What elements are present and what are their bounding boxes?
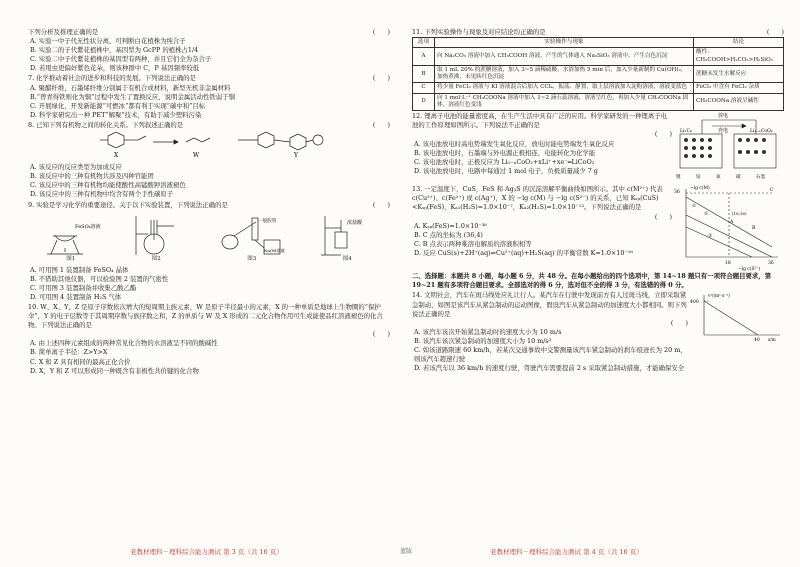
- question-10: [28, 303, 390, 376]
- q14-stem: 14. 文明社会，汽车在斑马线处应礼让行人。某汽车在行驶中发现前方有人过斑马线，立即采取紧急制动，如图是该汽车从紧急制动的运动图像，假设汽车从紧急制动的加速度大小都相同。则下列说法正确的是: [412, 291, 687, 318]
- q13-tick-36: 36: [768, 261, 774, 267]
- q13-xlabel: −lg c(S²⁻): [738, 267, 761, 272]
- q9-fig3-label-a: 一般胶管: [257, 218, 277, 224]
- q12-label-left-mat: LiₓC₆: [680, 129, 692, 135]
- q9-figure-3: [212, 214, 292, 264]
- q9-fig3-label-b: NaOH溶液: [263, 247, 285, 253]
- q14-ylabel: v²/(m²·s⁻²): [708, 293, 730, 299]
- table-header-row: [413, 38, 784, 48]
- q14-option-d: D. 若该汽车以 36 km/h 的速度行驶，驾驶汽车需要提前 2 s 采取紧急制动措施，才能确保安全: [414, 364, 685, 373]
- q11-stem: 11. 下列实验操作与现象及对应结论均正确的是: [412, 28, 546, 36]
- q8-option-b: B. 该反应中的三种有机物共涉及四种官能团: [30, 172, 154, 181]
- q9-fig4-caption: 图4: [342, 255, 352, 262]
- q13-point-c: C: [770, 188, 774, 194]
- question-14: [412, 291, 784, 373]
- q14-xlabel: x/m: [768, 337, 776, 343]
- q13-option-d: D. 反应 CuS(s)+2H⁺(aq)⇌Cu²⁺(aq)+H₂S(aq) 的平衡常数 K=1.0×10⁻¹⁶: [414, 248, 633, 257]
- q14-velocity-chart: [688, 291, 784, 343]
- q10-stem: 10. W、X、Y、Z 是原子序数依次增大的短周期主族元素，W 是原子半径最小的元素，X 的一种单质是地球上生物圈的“保护伞”，Y 的电子层数等于其周期序数与族序数之和，Z 的单质与 W 及 X 形成的二元化合物作用可生成能使品红溶液褪色的化合物。下列说法正确的是: [28, 302, 383, 330]
- question-7: [28, 74, 390, 119]
- q12-legend-cobalt: 钴: [696, 175, 701, 181]
- question-13: [412, 185, 784, 271]
- q11-row-d-operation: 向 1 mol·L⁻¹ CH₃COONa 溶液中加入 1~2 滴石蕊溶液，溶液呈红色，再加入少量 CH₃COONa 固体，溶液红色变浅: [435, 93, 694, 111]
- q8-option-a: A. 该反应的反应类型为加成反应: [30, 163, 122, 172]
- q11-row-d-option: D: [413, 93, 435, 111]
- q9-figures: [28, 212, 390, 264]
- evaporating-dish-icon: [41, 214, 101, 256]
- left-page-footer: 老教材理科－理科综合能力测试 第 3 页（共 16 页）: [130, 547, 283, 556]
- q12-legend-carbon: 碳: [736, 175, 741, 181]
- q10-option-a: A. 由上述四种元素组成的两种常见化合物的水溶液呈不同的酸碱性: [30, 339, 218, 348]
- q13-tick-18: 18: [725, 261, 731, 267]
- q11-answer-paren: ( ): [766, 28, 784, 36]
- q13-curve-1: ①: [692, 204, 697, 210]
- table-row: [413, 48, 784, 66]
- question-11: [412, 28, 784, 111]
- q8-stem: 8. 已知下列有机物之间的转化关系。下列叙述正确的是: [28, 120, 184, 129]
- q13-option-c: C. B 点表示两种难溶电解质的溶液积相等: [414, 239, 532, 248]
- q9-stem: 9. 实验是学习化学的重要途径。关于以下实验装置，下列说法正确的是: [28, 200, 228, 209]
- q9-figure-2: [126, 214, 186, 264]
- q11-row-b-option: B: [413, 65, 435, 83]
- q12-legend-graphite: 石墨: [756, 175, 766, 181]
- q6-option-c: C. 实验二中子代紫花植株的基因型有两种，并且它们全为杂合子: [30, 55, 212, 64]
- q8-answer-paren: ( ): [372, 120, 390, 129]
- table-row: [413, 93, 784, 111]
- q9-fig4-label: 浓盐酸: [347, 219, 363, 226]
- q13-answer-paren: ( ): [654, 212, 672, 221]
- q11-row-b-conclusion: 蔗糖未发生水解反应: [694, 65, 784, 83]
- q6-option-a: A. 实验一中子代无性状分离，可判断白花植株为纯合子: [30, 37, 186, 46]
- q12-battery-diagram: [672, 112, 784, 184]
- q10-option-d: D. X，Y 和 Z 可以形成同一种既含有非极性共价键的化合物: [30, 366, 199, 375]
- question-8: [28, 121, 390, 200]
- q10-answer-paren: ( ): [372, 330, 390, 339]
- q8-label-w: W: [193, 152, 200, 160]
- flask-apparatus-icon: [126, 214, 186, 256]
- q9-figure-1: [41, 214, 101, 264]
- q9-fig3-caption: 图3: [247, 255, 257, 262]
- distillation-apparatus-icon: [212, 214, 292, 256]
- right-page-footer: 老教材理科－理科综合能力测试 第 4 页（共 16 页）: [490, 547, 643, 556]
- gas-generator-icon: [317, 214, 377, 256]
- q12-label-charge: 充电: [718, 128, 729, 135]
- page-right: [400, 0, 800, 567]
- q11-header-option: 选项: [413, 38, 435, 48]
- q7-stem: 7. 化学推动着社会的进步和科技的发展。下列说法正确的是: [28, 74, 196, 83]
- q14-option-a: A. 该汽车该次开始紧急制动时的速度大小为 10 m/s: [414, 327, 562, 336]
- q11-row-a-conclusion: 酸性：CH₃COOH>H₂CO₃>H₂SiO₃: [694, 48, 784, 66]
- q11-row-a-option: A: [413, 48, 435, 66]
- q13-curve-2: ②: [704, 212, 709, 218]
- q6-answer-paren: ( ): [372, 28, 390, 36]
- q12-stem: 12. 锂离子电池的能量密度高，在生产生活中具有广泛的应用。科学家研发的一种锂离子电池的工作原理如图所示。下列说法不正确的是: [412, 112, 668, 130]
- table-row: [413, 83, 784, 93]
- question-12: [412, 112, 784, 184]
- q12-label-discharge: 放电: [718, 113, 729, 120]
- q11-row-d-conclusion: CH₃COONa 溶液呈碱性: [694, 93, 784, 111]
- q11-row-c-option: C: [413, 83, 435, 93]
- q13-point-a: A: [730, 220, 734, 226]
- q10-option-b: B. 简单离子半径：Z>Y>X: [30, 348, 108, 357]
- q7-option-d: D. 科学家研究出一种 PET“解聚”技术，有助于减少塑料污染: [30, 110, 202, 119]
- q14-answer-paren: ( ): [670, 318, 688, 327]
- q9-fig1-caption: 图1: [66, 255, 76, 262]
- q11-row-c-conclusion: FeCl₃ 中含有 FeCl₂ 杂质: [694, 83, 784, 93]
- q8-label-y: Y: [294, 152, 298, 160]
- q8-label-x: X: [114, 152, 119, 160]
- q8-option-d: D. 该反应中的三种有机物中均含有两个手性碳原子: [30, 190, 174, 199]
- q7-option-a: A. 聚醋纤维，石墨烯纤维分别属于有机合成材料，新型无机非金属材料: [30, 83, 231, 92]
- table-row: [413, 65, 784, 83]
- q14-option-c: C. 如该道路限速 60 km/h，若某次交通事故中交警测量该汽车紧急制动的刹车痕迹长为 20 m，则该汽车超速行驶: [414, 345, 687, 364]
- q13-curve-3: ③: [708, 234, 713, 240]
- q14-y-value: 400: [690, 300, 699, 306]
- q12-answer-paren: ( ): [654, 130, 672, 139]
- q9-option-c: C. 可用图 3 装置制备并收集乙酸乙酯: [30, 283, 137, 292]
- q6-option-b: B. 实验二的子代紫花植株中，基因型为 GcPP 的植株占1/4: [30, 46, 199, 55]
- q9-fig1-label: FeSO₄溶液: [74, 223, 101, 230]
- q14-x-value: 40: [754, 338, 760, 344]
- question-9: [28, 201, 390, 302]
- q9-figure-4: [317, 214, 377, 264]
- q7-option-c: C. 开展绿化，开发新能源“可燃冰”都有利于实现“碳中和”目标: [30, 101, 206, 110]
- q9-fig2-caption: 图2: [151, 255, 161, 262]
- q7-answer-paren: ( ): [372, 74, 390, 83]
- q11-row-b-operation: 取 1 mL 20% 的蔗糖溶液，加入 3~5 滴稀硫酸，水浴加热 5 min 后，加入少量新制的 Cu(OH)₂，加热煮沸，未见砖红色沉淀: [435, 65, 694, 83]
- question-6: [28, 28, 390, 73]
- q9-option-a: A. 可用图 1 装置制备 FeSO₄ 晶体: [30, 265, 129, 274]
- q12-legend-oxygen: 氧: [716, 175, 721, 181]
- q11-table: [412, 37, 784, 111]
- q10-option-c: C. X 和 Z 具有相同的最高正化合价: [30, 357, 131, 366]
- q13-solubility-chart: [672, 185, 784, 271]
- q13-point-b: B: [752, 226, 756, 232]
- q12-option-c: C. 该电池放电时，正极反应为 Li₁₋ₓCoO₂+xLi⁺+xe⁻═LiCoO₂: [414, 157, 595, 166]
- q13-ylabel: −lg c(M): [690, 186, 710, 192]
- q9-answer-paren: ( ): [372, 200, 390, 209]
- q9-option-b: B. 不借助其他仪器，可以检验图 2 装置的气密性: [30, 274, 169, 283]
- q13-point-a-coord: (18,16): [732, 211, 747, 217]
- q11-header-conclusion: 结论: [694, 38, 784, 48]
- q8-option-c: C. 该反应中的三种有机物均能使酸性高锰酸钾溶液褪色: [30, 181, 186, 190]
- q12-legend-lithium: 锂: [676, 175, 681, 181]
- q9-option-d: D. 可用图 4 装置制备 H₂S 气体: [30, 292, 122, 301]
- q6-option-d: D. 若甩虫更偏好紫色花朵，则该种群中 C，P 基因频率较低: [30, 64, 200, 73]
- q11-row-c-operation: 将少量 FeCl₃ 溶液与 KI 溶液混合后加入 CCl₄，振荡、静置，取上层溶液加入淀粉溶液，溶液变蓝色: [435, 83, 694, 93]
- q13-stem: 13. 一定温度下，CuS，FeS 和 Ag₂S 的沉淀溶解平衡曲线如图所示。其中 c(M²⁺) 代表 c(Cu²⁺)、c(Fe²⁺) 或 c(Ag⁺)，X 的 −lg c(M) 与 −lg c(S²⁻) 的关系，已知 Kₛₚ(CuS)<Kₛₚ(FeS)，Kₐ₁(H₂S)=1.0×10⁻⁷，Kₐ₂(H₂S)=1.0×10⁻¹³。下列说法正确的是: [412, 185, 663, 212]
- q11-row-a-operation: 向 Na₂CO₃ 溶液中加入 CH₃COOH 溶液，产生的气体通入 Na₂SiO₃ 溶液中，产生白色沉淀: [435, 48, 694, 66]
- q8-reaction-scheme: [28, 130, 388, 160]
- q14-option-b: B. 该汽车该次紧急制动的加速度大小为 10 m/s²: [414, 336, 552, 345]
- q7-option-b: B.“曾青得铁则化为铜”过程中发生了置换反应，说明金属活动性铁弱于铜: [30, 92, 235, 101]
- q13-y-max: 36: [674, 190, 680, 196]
- q13-option-a: A. Kₛₚ(FeS)=1.0×10⁻³⁶: [414, 221, 487, 230]
- q11-header-operation: 实验操作与现象: [435, 38, 694, 48]
- q6-stem: 下列分析及推理正确的是: [28, 28, 99, 36]
- q12-option-d: D. 该电池放电时，电路中每通过 1 mol 电子，负极质量减少 7 g: [414, 166, 598, 175]
- q12-label-right-mat: Li₁₋ₓCoO₂: [750, 129, 773, 135]
- watermark-note: 蓝版: [400, 548, 413, 556]
- q13-option-b: B. C 点的坐标为 (36,4): [414, 230, 483, 239]
- q12-option-b: B. 该电池放电时，石墨端与外电源正极相连，电能转化为化学能: [414, 148, 596, 157]
- section-2-title: 二、选择题：本题共 8 小题，每小题 6 分，共 48 分。在每小题给出的四个选项中，第 14~18 题只有一项符合题目要求，第 19~21 题有多项符合题目要求。全部选对的得 6 分，选对但不全的得 3 分，有选错的得 0 分。: [412, 272, 772, 290]
- q12-option-a: A. 该电池放电时高电势端发生氧化反应，放电时能电势端发生氧化反应: [414, 139, 615, 148]
